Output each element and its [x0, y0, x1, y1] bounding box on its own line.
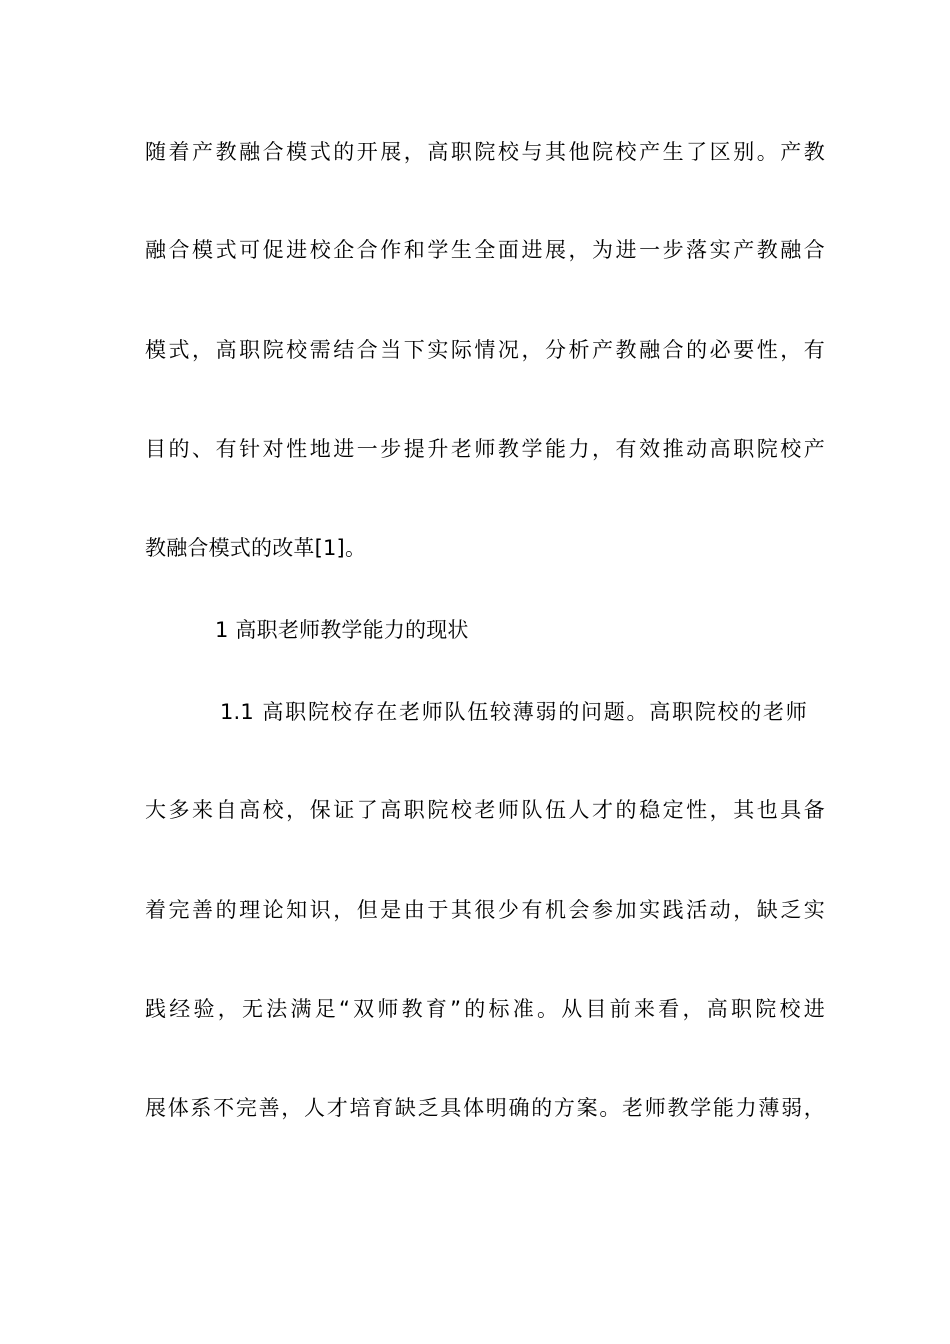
- paragraph-line: 教融合模式的改革[1]。: [145, 536, 367, 560]
- paragraph-line: 着完善的理论知识，但是由于其很少有机会参加实践活动，缺乏实: [145, 898, 825, 922]
- paragraph-line: 目的、有针对性地进一步提升老师教学能力，有效推动高职院校产: [145, 437, 825, 461]
- paragraph-line: 随着产教融合模式的开展，高职院校与其他院校产生了区别。产教: [145, 140, 825, 164]
- paragraph-line: 融合模式可促进校企合作和学生全面进展，为进一步落实产教融合: [145, 238, 825, 262]
- paragraph-line: 大多来自高校，保证了高职院校老师队伍人才的稳定性，其也具备: [145, 798, 825, 822]
- paragraph-line: 展体系不完善，人才培育缺乏具体明确的方案。老师教学能力薄弱，: [145, 1096, 825, 1120]
- paragraph-line: 践经验，无法满足“双师教育”的标准。从目前来看，高职院校进: [145, 997, 825, 1021]
- section-heading: 1 高职老师教学能力的现状: [215, 618, 469, 642]
- paragraph-line: 模式，高职院校需结合当下实际情况，分析产教融合的必要性，有: [145, 338, 825, 362]
- paragraph-line: 1.1 高职院校存在老师队伍较薄弱的问题。高职院校的老师: [220, 700, 807, 724]
